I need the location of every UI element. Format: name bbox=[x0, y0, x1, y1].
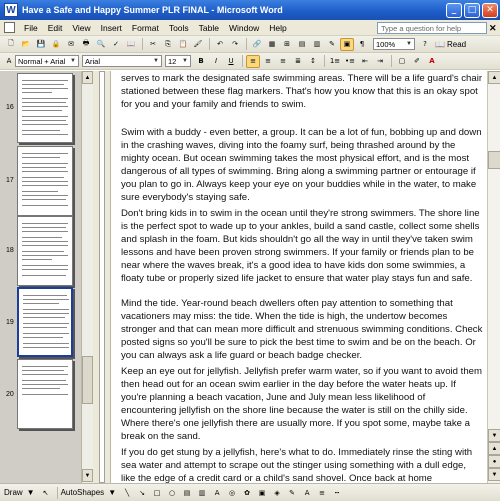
toolbar-separator bbox=[242, 55, 243, 67]
document-scrollbar[interactable] bbox=[487, 71, 500, 483]
menu-window[interactable]: Window bbox=[229, 22, 260, 33]
text-box-icon[interactable]: ▤ bbox=[183, 488, 191, 497]
ruler-band bbox=[99, 71, 105, 483]
menu-format[interactable]: Format bbox=[131, 22, 159, 33]
document-icon[interactable] bbox=[4, 22, 15, 33]
page-number: 17 bbox=[6, 177, 14, 184]
save-icon[interactable]: 💾 bbox=[36, 40, 46, 48]
paste-icon[interactable]: 📋 bbox=[178, 40, 188, 48]
style-value: Normal + Arial bbox=[18, 56, 66, 66]
next-page-icon[interactable]: ▼ bbox=[488, 468, 500, 481]
align-center-icon[interactable]: ≡ bbox=[265, 57, 271, 65]
diagram-icon[interactable]: ◎ bbox=[229, 488, 236, 497]
document-scroll-thumb[interactable] bbox=[488, 151, 500, 169]
menu-help[interactable]: Help bbox=[269, 22, 287, 33]
standard-toolbar bbox=[0, 36, 500, 53]
scroll-down-icon[interactable]: ▼ bbox=[488, 429, 500, 442]
paragraph: Swim with a buddy - even better, a group. It can be a lot of fun, bobbing up and down in the crashing waves, diving into the foamy surf, being thrashed around by the mighty ocean. But ocean swimming takes the most physical effort, and is the most dangerous of all types of swimming. Bring along a swimming partner or entourage if you plan to go in. Always keep your eye on your buddies while in the water, to make sure everybody's staying safe. bbox=[121, 127, 482, 203]
read-button[interactable] bbox=[435, 40, 466, 49]
title-bar bbox=[0, 0, 500, 20]
highlight-icon[interactable]: ✐ bbox=[414, 57, 420, 65]
tables-borders-icon[interactable]: ▦ bbox=[268, 40, 276, 48]
paragraph: Mind the tide. Year-round beach dwellers often pay attention to something that vacationers may miss: the tide. When the tide is high, the undertow becomes stronger and that can mean more difficult and strenuous swimming conditions. Check posted signs so you'll be sure to pick the best time to swim and be on the beach. Or you can always ask a life guard or beach badge checker. bbox=[121, 298, 483, 361]
oval-icon[interactable]: ○ bbox=[169, 488, 176, 497]
close-button[interactable]: ✕ bbox=[482, 3, 498, 18]
columns-icon[interactable]: ▥ bbox=[313, 40, 321, 48]
chevron-down-icon: ▼ bbox=[153, 58, 159, 64]
email-icon[interactable]: ✉ bbox=[68, 40, 74, 48]
chevron-down-icon: ▼ bbox=[182, 58, 188, 64]
read-label: Read bbox=[446, 39, 467, 49]
page-thumbnail-19[interactable] bbox=[17, 287, 73, 357]
toolbar-separator bbox=[246, 38, 247, 50]
chevron-down-icon: ▼ bbox=[406, 41, 412, 47]
toolbar-separator bbox=[324, 55, 325, 67]
page-number: 18 bbox=[6, 247, 14, 254]
toolbar-separator bbox=[57, 487, 58, 499]
autoshapes-menu[interactable]: AutoShapes bbox=[60, 488, 105, 497]
format-painter-icon[interactable]: 🖌 bbox=[193, 40, 203, 48]
styles-pane-icon[interactable]: A bbox=[6, 57, 12, 65]
zoom-select[interactable] bbox=[373, 38, 415, 50]
redo-icon[interactable]: ↷ bbox=[232, 40, 238, 48]
paragraph: If you do get stung by a jellyfish, here's what to do. Immediately rinse the sting with sea water and attempt to scrape out the stinger using something with a dull edge, like the edge of a credit card or a child's sand shovel. Once back at home bbox=[121, 447, 473, 483]
thumbnail-scroll-thumb[interactable] bbox=[82, 356, 93, 404]
show-hide-icon[interactable]: ¶ bbox=[359, 40, 365, 48]
page-number: 20 bbox=[6, 391, 14, 398]
print-icon[interactable]: 🖶 bbox=[82, 38, 90, 47]
new-document-icon[interactable]: 🗋 bbox=[8, 38, 14, 47]
window-title: Have a Safe and Happy Summer PLR FINAL - Microsoft Word bbox=[22, 5, 283, 15]
rectangle-icon[interactable]: □ bbox=[153, 488, 161, 497]
decrease-indent-icon[interactable]: ⇤ bbox=[362, 57, 368, 65]
line-color-icon[interactable]: ✎ bbox=[289, 488, 296, 497]
spelling-icon[interactable]: ✓ bbox=[113, 40, 119, 48]
font-size-select[interactable] bbox=[165, 55, 191, 67]
borders-icon[interactable]: ▢ bbox=[398, 57, 406, 65]
font-color-icon[interactable]: A bbox=[429, 57, 435, 65]
align-left-icon[interactable]: ≡ bbox=[246, 55, 260, 68]
clip-art-icon[interactable]: ✿ bbox=[244, 488, 251, 497]
style-select[interactable] bbox=[15, 55, 79, 67]
drawing-icon[interactable]: ✎ bbox=[329, 40, 335, 48]
help-search-input[interactable]: Type a question for help bbox=[377, 22, 487, 34]
zoom-value: 100% bbox=[376, 39, 396, 49]
read-mode-icon: 📖 bbox=[435, 39, 445, 49]
page-thumbnail-17[interactable] bbox=[17, 146, 73, 216]
minimize-button[interactable]: _ bbox=[446, 3, 462, 18]
line-style-icon[interactable]: ≡ bbox=[319, 488, 326, 497]
chevron-down-icon: ▼ bbox=[108, 488, 117, 497]
justify-icon[interactable]: ≣ bbox=[295, 57, 301, 65]
wordart-icon[interactable]: A bbox=[214, 488, 220, 497]
scroll-up-icon[interactable]: ▲ bbox=[488, 71, 500, 84]
toolbar-separator bbox=[142, 38, 143, 50]
insert-excel-icon[interactable]: ▤ bbox=[298, 40, 306, 48]
vertical-text-box-icon[interactable]: ▥ bbox=[198, 488, 206, 497]
undo-icon[interactable]: ↶ bbox=[217, 40, 223, 48]
scroll-down-icon[interactable]: ▼ bbox=[82, 469, 93, 482]
copy-icon[interactable]: ⎘ bbox=[165, 39, 171, 48]
research-icon[interactable]: 📖 bbox=[126, 40, 136, 48]
paragraph: Keep an eye out for jellyfish. Jellyfish prefer warm water, so if you want to avoid them then head out for an ocean swim earlier in the day before the water heats up. If you're planning a beach vacation, June and July mean less likelihood of encountering jellyfish on the shore line because the water is still on the chilly side. Where there's one jellyfish there are usually more. If you spot some, maybe take a break on the sand. bbox=[121, 366, 483, 442]
toolbar-separator bbox=[209, 38, 210, 50]
cut-icon[interactable]: ✂ bbox=[150, 40, 156, 48]
font-value: Arial bbox=[85, 56, 101, 66]
menu-file[interactable]: File bbox=[24, 22, 38, 33]
formatting-toolbar bbox=[0, 53, 500, 70]
menu-view[interactable]: View bbox=[72, 22, 91, 33]
dash-style-icon[interactable]: ┅ bbox=[335, 488, 340, 497]
line-spacing-icon[interactable]: ↕ bbox=[310, 57, 316, 65]
chevron-down-icon: ▼ bbox=[26, 488, 35, 497]
thumbnail-pane bbox=[0, 71, 93, 483]
font-select[interactable] bbox=[82, 55, 162, 67]
increase-indent-icon[interactable]: ⇥ bbox=[377, 57, 383, 65]
select-objects-icon[interactable]: ↖ bbox=[42, 488, 49, 497]
toolbar-separator bbox=[391, 55, 392, 67]
insert-table-icon[interactable]: ⊞ bbox=[284, 40, 290, 48]
chevron-down-icon: ▼ bbox=[70, 58, 76, 64]
underline-icon[interactable]: U bbox=[228, 57, 234, 65]
page-number: 19 bbox=[6, 319, 14, 326]
line-icon[interactable]: ╲ bbox=[125, 488, 130, 497]
italic-icon[interactable]: I bbox=[214, 57, 218, 65]
fill-color-icon[interactable]: ◈ bbox=[274, 488, 280, 497]
bold-icon[interactable]: B bbox=[198, 57, 204, 65]
document-page[interactable] bbox=[111, 71, 487, 483]
numbering-icon[interactable]: 1≡ bbox=[329, 57, 341, 65]
menu-edit[interactable]: Edit bbox=[47, 22, 63, 33]
print-preview-icon[interactable]: 🔍 bbox=[96, 40, 106, 48]
drawing-toolbar bbox=[0, 483, 500, 501]
scroll-up-icon[interactable]: ▲ bbox=[82, 71, 93, 84]
font-size-value: 12 bbox=[168, 56, 177, 66]
permission-icon[interactable]: 🔒 bbox=[51, 40, 61, 48]
paragraph: serves to mark the designated safe swimming areas. There will be a life guard's chair stationed between these flag markers. That's how you know that this is an okay spot for you and your family and friends to swim. bbox=[121, 73, 483, 110]
menu-table[interactable]: Table bbox=[198, 22, 219, 33]
thumbnail-scrollbar[interactable] bbox=[81, 71, 93, 483]
document-map-icon[interactable]: ▣ bbox=[340, 38, 354, 51]
vertical-ruler bbox=[93, 71, 111, 483]
open-icon[interactable]: 📂 bbox=[21, 40, 31, 48]
page-number: 16 bbox=[6, 104, 14, 111]
font-color-icon[interactable]: A bbox=[304, 488, 310, 497]
menu-insert[interactable]: Insert bbox=[100, 22, 122, 33]
maximize-button[interactable]: □ bbox=[464, 3, 480, 18]
hyperlink-icon[interactable]: 🔗 bbox=[252, 40, 262, 48]
page-thumbnail-16[interactable] bbox=[17, 73, 73, 143]
previous-page-icon[interactable]: ▲ bbox=[488, 442, 500, 455]
menu-tools[interactable]: Tools bbox=[168, 22, 189, 33]
arrow-icon[interactable]: ↘ bbox=[139, 488, 146, 497]
help-icon[interactable]: ? bbox=[423, 40, 427, 48]
paragraph: Don't bring kids in to swim in the ocean until they're strong swimmers. The shore line is the perfect spot to wade up to your ankles, build a sand castle, collect some shells and splash in the foam. But kids shouldn't go all the way in until they've taken swim lessons and have been proven strong swimmers. If your family or friends plan to be near where the waves break, it's a good idea to have kids don some swimmies, a floaty tube or properly sized life jacket to ensure that water play stays fun and safe. bbox=[121, 208, 480, 284]
align-right-icon[interactable]: ≡ bbox=[280, 57, 286, 65]
page-thumbnail-20[interactable] bbox=[17, 359, 73, 429]
draw-menu[interactable]: Draw bbox=[4, 488, 23, 497]
select-browse-object-icon[interactable]: ● bbox=[488, 455, 500, 468]
picture-icon[interactable]: ▣ bbox=[258, 488, 266, 497]
page-thumbnail-18[interactable] bbox=[17, 216, 73, 286]
document-close-icon[interactable]: ✕ bbox=[489, 23, 497, 33]
bullets-icon[interactable]: •≡ bbox=[345, 57, 355, 65]
word-app-icon[interactable]: W bbox=[4, 3, 18, 17]
